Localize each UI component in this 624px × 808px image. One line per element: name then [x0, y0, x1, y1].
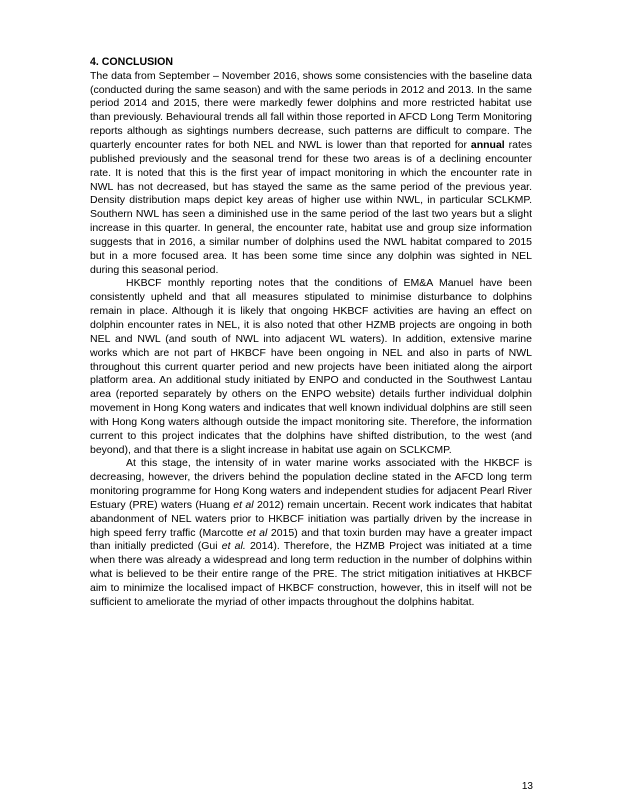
- paragraph-text-run: HKBCF monthly reporting notes that the conditions of EM&A Manuel have been consistently upheld and that all measures stipulated to minimise disturbance to dolphins remain in place. Although it is likely that ongoing HKBCF activities are having an effect on dolphin encounter rates in NEL, it is also noted that other HZMB projects are ongoing in both NEL and NWL (and south of NWL into adjacent WL waters). In addition, extensive marine works which are not part of HKBCF have been ongoing in NEL and also in parts of NWL throughout this current quarter period and new projects have been initiated along the airport platform area. An additional study initiated by ENPO and conducted in the Southwest Lantau area (reported separately by others on the ENPO website) details further individual dolphin movement in Hong Kong waters and indicates that well known individual dolphins are still seen with Hong Kong waters although outside the impact monitoring site. Therefore, the information current to this project indicates that the dolphins have shifted distribution, to the west (and beyond), and that there is a slight increase in habitat use again on SCLKCMP.: [90, 277, 532, 456]
- paragraph-text-run: 2014). Therefore, the HZMB Project was initiated at a time when there was already a widespread and long term reduction in the number of dolphins within what is believed to be their entire range of the PRE. The strict mitigation initiatives at HKBCF aim to minimize the localised impact of HKBCF construction, however, this in itself will not be sufficient to ameliorate the myriad of other impacts throughout the dolphins habitat.: [90, 540, 533, 608]
- emphasis-bold-text: annual: [470, 139, 505, 152]
- paragraph-2: [90, 277, 532, 457]
- page-number: 13: [521, 781, 533, 792]
- paragraph-text-run: The data from September – November 2016, shows some consistencies with the baseline data (conducted during the same season) and with the same periods in 2012 and 2013. In the same period 2014 and 2015, there were markedly fewer dolphins and more restricted habitat use than previously. Behavioural trends all fall within those reported in AFCD Long Term Monitoring reports although as sightings numbers decrease, such patterns are difficult to compare. The quarterly encounter rates for both NEL and NWL is lower than that reported for: [90, 69, 532, 152]
- paragraph-text-run: 2015) and that toxin burden may have a greater impact than initially predicted (Gui: [90, 526, 532, 553]
- emphasis-italic-text: et al: [246, 526, 268, 539]
- conclusion-section: [90, 56, 532, 610]
- paragraph-3: [90, 457, 532, 609]
- emphasis-italic-text: et al.: [221, 540, 246, 553]
- paragraph-text-run: rates published previously and the seasonal trend for these two areas is of a declining encounter rate. It is noted that this is the first year of impact monitoring in which the encounter rate in NWL has not decreased, but has stayed the same as the same period of the previous year. Density distribution maps depict key areas of higher use within NWL, in particular SCLKMP. Southern NWL has seen a diminished use in the same period of the last two years but a slight increase in this quarter. In general, the encounter rate, habitat use and group size information suggests that in 2016, a similar number of dolphins used the NWL habitat compared to 2015 but in a more focused area. It has been some time since any dolphin was sighted in NEL during this seasonal period.: [90, 139, 532, 276]
- emphasis-italic-text: et al: [233, 498, 254, 511]
- section-heading: 4. CONCLUSION: [90, 56, 173, 68]
- paragraph-text-run: 2012) remain uncertain. Recent work indicates that habitat abandonment of NEL waters prior to HKBCF initiation was partially driven by the increase in high speed ferry traffic (Marcotte: [90, 498, 532, 539]
- paragraph-text-run: At this stage, the intensity of in water marine works associated with the HKBCF is decreasing, however, the drivers behind the population decline stated in the AFCD long term monitoring programme for Hong Kong waters and independent studies for adjacent Pearl River Estuary (PRE) waters (Huang: [90, 457, 532, 511]
- paragraph-1: [90, 70, 532, 278]
